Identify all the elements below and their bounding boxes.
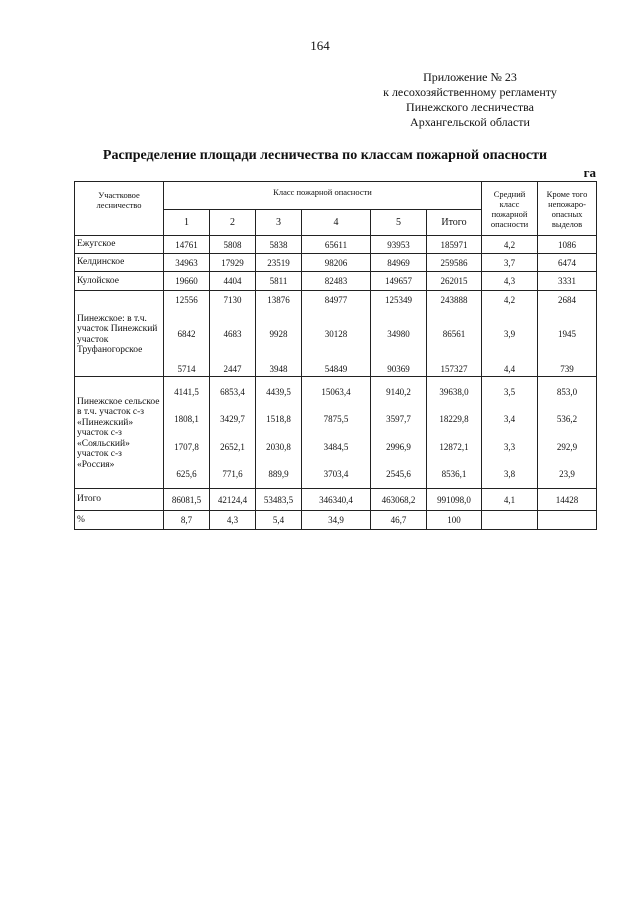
table-cell: 346340,4 (302, 489, 371, 511)
table-cell: 46,7 (371, 511, 427, 530)
table-cell: 5811 (256, 272, 302, 291)
header-class: 2 (210, 210, 256, 236)
header-class: 5 (371, 210, 427, 236)
document-title: Распределение площади лесничества по классам пожарной опасности (102, 148, 548, 163)
table-cell: 84969 (371, 254, 427, 272)
table-cell: 5838 (256, 236, 302, 254)
table-cell: 771,6 (222, 469, 243, 480)
table-cell-group (482, 377, 538, 489)
table-cell: 3,4 (503, 414, 516, 425)
appendix-line: Пинежского лесничества (406, 100, 534, 114)
table-cell: 15063,4 (321, 386, 351, 397)
appendix-line: Архангельской области (410, 115, 530, 129)
table-cell-group (164, 291, 210, 377)
table-cell: 1518,8 (266, 414, 291, 425)
row-name: Итого (75, 489, 164, 511)
table-cell: 3,8 (503, 469, 516, 480)
table-cell: 23,9 (559, 469, 575, 480)
table-cell-group (482, 291, 538, 377)
table-cell: 19660 (164, 272, 210, 291)
table-cell-group (538, 377, 597, 489)
table-cell: 7130 (223, 294, 242, 305)
table-cell: 2996,9 (386, 441, 411, 452)
table-cell: 2684 (558, 294, 577, 305)
table-cell: 243888 (440, 294, 468, 305)
table-cell: 3429,7 (220, 414, 245, 425)
header-class: 3 (256, 210, 302, 236)
table-row (75, 236, 597, 254)
table-cell: 292,9 (556, 441, 578, 452)
table-cell: 14428 (538, 489, 597, 511)
table-cell: 4439,5 (266, 386, 291, 397)
row-name: Пинежское сельское в т.ч. участок с-з «Пинежский» участок с-з «Сояльский» участок с-з «Россия» (75, 377, 164, 489)
table-cell: 3484,5 (323, 441, 349, 452)
table-cell: 259586 (427, 254, 482, 272)
table-cell: 3,7 (482, 254, 538, 272)
table-cell: 98206 (302, 254, 371, 272)
header-avg-class: Средний класс пожарной опасности (482, 182, 538, 236)
table-cell: 3948 (269, 363, 288, 374)
table-cell: 2652,1 (220, 441, 245, 452)
table-cell: 185971 (427, 236, 482, 254)
table-cell-group (302, 377, 371, 489)
table-cell: 2447 (223, 363, 242, 374)
table-cell: 34963 (164, 254, 210, 272)
table-cell: 39638,0 (439, 386, 469, 397)
table-cell: 889,9 (268, 469, 289, 480)
table-cell: 13876 (267, 294, 290, 305)
table-cell: 149657 (371, 272, 427, 291)
row-name: Кулойское (75, 272, 164, 291)
table-cell: 262015 (427, 272, 482, 291)
table-cell: 4,4 (503, 363, 516, 374)
table-cell: 86081,5 (164, 489, 210, 511)
table-cell: 82483 (302, 272, 371, 291)
table-cell-group (164, 377, 210, 489)
table-cell: 84977 (324, 294, 348, 305)
header-fire-class: Класс пожарной опасности (164, 182, 482, 210)
table-cell: 5808 (210, 236, 256, 254)
table-cell: 157327 (440, 363, 468, 374)
table-cell: 4,2 (482, 236, 538, 254)
table-cell: 12872,1 (439, 441, 469, 452)
table-cell-group (256, 377, 302, 489)
header-class: Итого (427, 210, 482, 236)
table-cell: 93953 (371, 236, 427, 254)
table-cell: 17929 (210, 254, 256, 272)
fire-danger-table (74, 181, 597, 530)
table-row-total (75, 489, 597, 511)
header-class: 1 (164, 210, 210, 236)
table-cell (482, 511, 538, 530)
table-cell: 8536,1 (441, 469, 467, 480)
unit-label: га (583, 165, 596, 180)
table-cell: 6853,4 (220, 386, 245, 397)
table-row (75, 272, 597, 291)
table-cell: 23519 (256, 254, 302, 272)
table-cell-group (371, 291, 427, 377)
table-cell: 4404 (210, 272, 256, 291)
table-cell: 4,2 (503, 294, 516, 305)
table-cell: 5714 (177, 363, 196, 374)
table-cell-group (538, 291, 597, 377)
table-cell (538, 511, 597, 530)
page-number: 164 (310, 38, 330, 53)
row-name: Пинежское: в т.ч. участок Пинежский участок Труфаногорское (75, 291, 164, 377)
table-cell: 100 (427, 511, 482, 530)
table-cell: 3,3 (503, 441, 516, 452)
header-district: Участковое лесничество (75, 182, 164, 236)
row-name: % (75, 511, 164, 530)
table-cell-group (371, 377, 427, 489)
table-row (75, 254, 597, 272)
row-name: Келдинское (75, 254, 164, 272)
table-cell: 9928 (269, 329, 288, 339)
table-cell-group (427, 291, 482, 377)
table-cell: 1808,1 (174, 414, 199, 425)
table-cell: 739 (560, 363, 574, 374)
table-cell: 125349 (385, 294, 412, 305)
table-cell: 6474 (538, 254, 597, 272)
table-cell: 2030,8 (266, 441, 291, 452)
table-cell: 7875,5 (323, 414, 349, 425)
table-row (75, 377, 597, 489)
table-cell: 463068,2 (371, 489, 427, 511)
table-cell: 991098,0 (427, 489, 482, 511)
table-cell: 4,1 (482, 489, 538, 511)
table-cell: 4,3 (210, 511, 256, 530)
header-row (75, 182, 597, 210)
table-cell-group (256, 291, 302, 377)
table-cell: 42124,4 (210, 489, 256, 511)
table-cell: 4141,5 (174, 386, 199, 397)
table-cell: 4683 (223, 329, 242, 339)
table-cell: 4,3 (482, 272, 538, 291)
table-cell: 625,6 (176, 469, 197, 480)
table-cell: 1086 (538, 236, 597, 254)
table-cell: 14761 (164, 236, 210, 254)
table-cell-group (210, 291, 256, 377)
appendix-note (340, 70, 600, 130)
table-cell: 536,2 (556, 414, 578, 425)
table-cell-group (302, 291, 371, 377)
row-name: Ежугское (75, 236, 164, 254)
table-cell: 65611 (302, 236, 371, 254)
table-cell-group (210, 377, 256, 489)
table-cell: 853,0 (556, 386, 578, 397)
table-cell: 6842 (177, 329, 196, 339)
table-cell: 3,5 (503, 386, 516, 397)
table-cell: 1945 (558, 329, 577, 339)
table-cell: 18229,8 (439, 414, 469, 425)
table-cell: 3597,7 (386, 414, 411, 425)
table-cell: 30128 (324, 329, 348, 339)
table-cell: 2545,6 (386, 469, 411, 480)
table-cell-group (427, 377, 482, 489)
table-cell: 3703,4 (323, 469, 349, 480)
table-cell: 86561 (442, 329, 466, 339)
table-row-percent (75, 511, 597, 530)
table-cell: 8,7 (164, 511, 210, 530)
table-cell: 12556 (175, 294, 198, 305)
appendix-line: Приложение № 23 (423, 70, 517, 84)
table-cell: 90369 (387, 363, 410, 374)
table-cell: 3331 (538, 272, 597, 291)
table-cell: 34,9 (302, 511, 371, 530)
table-cell: 5,4 (256, 511, 302, 530)
table-cell: 3,9 (503, 329, 516, 339)
appendix-line: к лесохозяйственному регламенту (383, 85, 557, 99)
table-cell: 53483,5 (256, 489, 302, 511)
table-cell: 54849 (324, 363, 348, 374)
header-class: 4 (302, 210, 371, 236)
table-cell: 9140,2 (386, 386, 411, 397)
table-cell: 34980 (387, 329, 410, 339)
table-cell: 1707,8 (174, 441, 199, 452)
header-excluding: Кроме того непожаро-опасных выделов (538, 182, 597, 236)
table-row (75, 291, 597, 377)
